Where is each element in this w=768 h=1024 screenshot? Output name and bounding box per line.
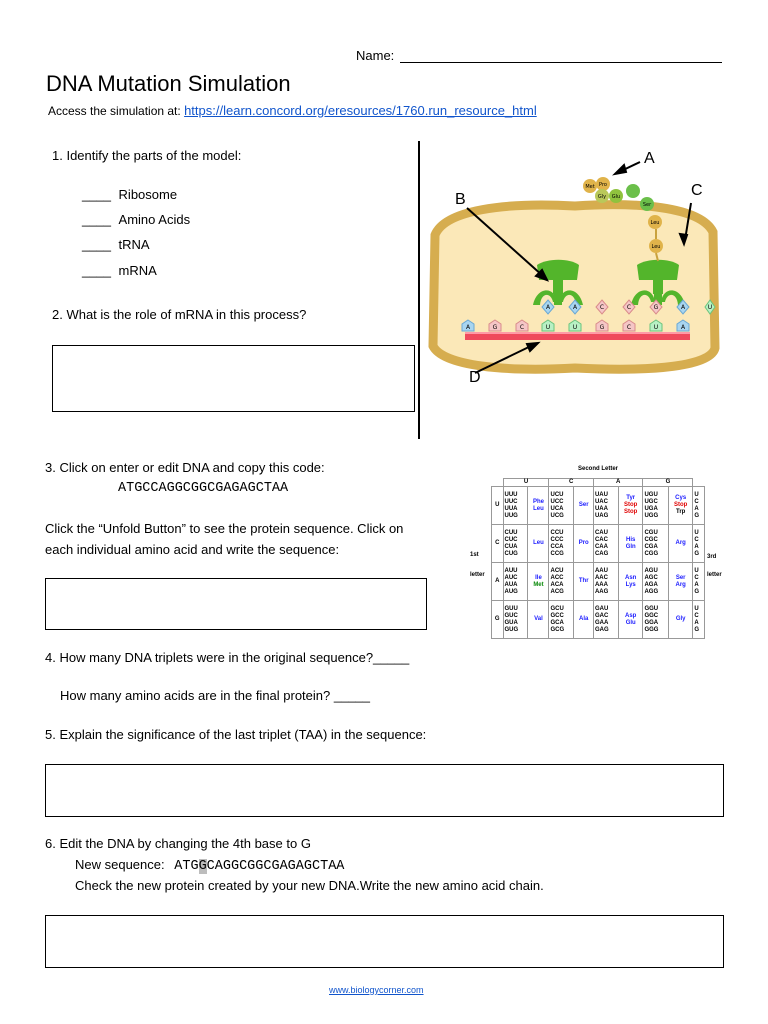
codon-group: GGU GGC GGA GGG (643, 601, 669, 639)
q1-item-trna (82, 237, 150, 253)
q4-triplets: 4. How many DNA triplets were in the original sequence?_____ (45, 650, 410, 665)
codon-group: AAU AAC AAA AAG (593, 563, 618, 601)
amino-acid-name: Glu (625, 619, 636, 626)
amino-acid-met: Met (585, 184, 595, 190)
codon-group: AUU AUC AUA AUG (503, 563, 528, 601)
q4-amino-acids: How many amino acids are in the final protein? _____ (60, 688, 371, 703)
access-line (48, 103, 537, 119)
anticodon-base: U (707, 304, 713, 311)
mrna-base: G (492, 324, 498, 331)
amino-acid-cell (528, 487, 549, 525)
q1-item-label: Amino Acids (118, 212, 191, 227)
anticodon-base: C (626, 304, 632, 311)
q1-item-ribosome (82, 187, 177, 203)
amino-acid-leu: Leu (650, 220, 660, 226)
mrna-base: U (653, 324, 659, 331)
anticodon-base: A (572, 304, 578, 311)
page-title: DNA Mutation Simulation (46, 71, 291, 96)
q1-blank[interactable]: ____ (82, 263, 111, 278)
q1-prompt: 1. Identify the parts of the model: (52, 148, 242, 163)
second-letter-head: G (643, 479, 693, 487)
amino-acid-name: Tyr (626, 495, 636, 501)
amino-acid-cell (574, 563, 594, 601)
amino-acid-name: Gly (675, 616, 686, 622)
mrna-base: G (599, 324, 605, 331)
amino-acid-cell (618, 563, 642, 601)
amino-acid-name: Thr (578, 578, 589, 584)
codon-table (466, 466, 730, 650)
amino-acid-cell (574, 525, 594, 563)
amino-acid-cell (668, 563, 692, 601)
codon-group: CAU CAC CAA CAG (593, 525, 618, 563)
amino-acid-name: Leu (533, 540, 544, 546)
codon-group: GAU GAC GAA GAG (593, 601, 618, 639)
mrna-base: C (626, 324, 632, 331)
translation-diagram (425, 140, 725, 390)
amino-acid-name: Leu (533, 505, 544, 512)
access-label: Access the simulation at: (48, 104, 181, 118)
codon-row (492, 563, 705, 601)
amino-acid-cell (528, 525, 549, 563)
amino-acid-name: Ala (579, 616, 589, 622)
q6-seq-start: ATG (174, 859, 199, 874)
codon-row (492, 487, 705, 525)
third-letter: U C A G (693, 487, 705, 525)
q3-instruction-2: each individual amino acid and write the sequence: (45, 542, 340, 557)
name-label: Name: (356, 48, 395, 63)
second-letter-label: Second Letter (577, 466, 618, 472)
mrna-strand (465, 333, 690, 340)
amino-acid-cell (668, 601, 692, 639)
mrna-base: A (465, 324, 471, 331)
q1-item-label: Ribosome (118, 187, 178, 202)
first-letter: C (492, 525, 504, 563)
amino-acid-name: Trp (676, 509, 686, 515)
q6-check: Check the new protein created by your new DNA.Write the new amino acid chain. (75, 878, 544, 893)
codon-group: UCU UCC UCA UCG (549, 487, 574, 525)
q2-prompt: 2. What is the role of mRNA in this process? (52, 307, 307, 322)
amino-acid-leu: Leu (651, 244, 661, 250)
anticodon-base: A (680, 304, 686, 311)
amino-acid-cell (528, 601, 549, 639)
amino-acid-cell (618, 601, 642, 639)
q6-seq-highlight: G (198, 859, 207, 874)
codon-group: GUU GUC GUA GUG (503, 601, 528, 639)
mrna-base: A (680, 324, 686, 331)
q3-prompt: 3. Click on enter or edit DNA and copy this code: (45, 460, 325, 475)
amino-acid-cell (528, 563, 549, 601)
amino-acid-name: Ile (535, 574, 542, 581)
third-letter: U C A G (693, 563, 705, 601)
mrna-base: U (545, 324, 551, 331)
amino-acid-cell (618, 487, 642, 525)
third-letter: U C A G (693, 601, 705, 639)
q1-blank[interactable]: ____ (82, 187, 111, 202)
codon-group: UGU UGC UGA UGG (643, 487, 669, 525)
amino-acid-name: Stop (624, 502, 638, 508)
amino-acid-name: Stop (674, 502, 688, 508)
codon-group: UUU UUC UUA UUG (503, 487, 528, 525)
q1-blank[interactable]: ____ (82, 237, 111, 252)
first-letter: G (492, 601, 504, 639)
label-c: C (691, 182, 703, 199)
amino-acid-gly: Gly (597, 194, 607, 200)
amino-acid-cell (574, 601, 594, 639)
amino-acid-name: Val (534, 616, 543, 622)
codon-group: ACU ACC ACA ACG (549, 563, 574, 601)
third-letter-label: 3rd (707, 554, 717, 560)
first-letter-label: letter (470, 572, 485, 578)
codon-group: GCU GCC GCA GCG (549, 601, 574, 639)
amino-acid-name: Stop (624, 509, 638, 515)
q3-dna-code: ATGCCAGGCGGCGAGAGCTAA (118, 481, 289, 496)
mrna-base: U (572, 324, 578, 331)
label-a: A (644, 150, 655, 167)
amino-acid-name: Pro (578, 540, 589, 546)
anticodon-base: A (545, 304, 551, 311)
q1-blank[interactable]: ____ (82, 212, 111, 227)
q1-item-mrna (82, 263, 157, 279)
simulation-link[interactable]: https://learn.concord.org/eresources/1760.run_resource_html (184, 103, 537, 118)
q6-new-label: New sequence: (75, 857, 165, 872)
codon-header-row (492, 479, 705, 487)
q6-answer-box[interactable] (45, 915, 724, 968)
mrna-base: C (519, 324, 525, 331)
third-letter: U C A G (693, 525, 705, 563)
codon-group: CUU CUC CUA CUG (503, 525, 528, 563)
q6-new-sequence (75, 857, 344, 875)
codon-group: CGU CGC CGA CGG (643, 525, 669, 563)
label-d: D (469, 369, 481, 386)
amino-acid-cell (668, 525, 692, 563)
amino-acid-pro: Pro (599, 182, 607, 188)
q5-answer-box[interactable] (45, 764, 724, 817)
amino-acid-name: Met (533, 581, 544, 588)
amino-acid-cell (618, 525, 642, 563)
second-letter-head: U (503, 479, 549, 487)
amino-acid-name: Ser (578, 502, 589, 508)
third-letter-label: letter (707, 572, 722, 578)
first-letter: U (492, 487, 504, 525)
q3-instruction-1: Click the “Unfold Button” to see the protein sequence. Click on (45, 521, 404, 536)
codon-group: CCU CCC CCA CCG (549, 525, 574, 563)
q3-answer-box[interactable] (45, 578, 427, 630)
codon-row (492, 601, 705, 639)
first-letter-label: 1st (470, 552, 479, 558)
codon-grid (491, 478, 705, 639)
amino-acid-name: Arg (675, 581, 686, 588)
label-b: B (455, 191, 466, 208)
amino-acid-name: His (626, 536, 636, 543)
amino-acid-name: Phe (532, 498, 544, 505)
column-divider (418, 141, 420, 439)
second-letter-head: A (593, 479, 642, 487)
amino-acid-name: Cys (675, 495, 687, 501)
amino-acid-cell (668, 487, 692, 525)
anticodon-base: C (599, 304, 605, 311)
q1-item-amino-acids (82, 212, 190, 228)
second-letter-head: C (549, 479, 593, 487)
codon-row (492, 525, 705, 563)
q5-prompt: 5. Explain the significance of the last triplet (TAA) in the sequence: (45, 727, 427, 742)
amino-acid-ser: Ser (642, 202, 652, 208)
amino-acid-name: Asn (625, 574, 637, 581)
mrna-bases (462, 320, 689, 331)
amino-acid-glu: Glu (611, 194, 621, 200)
q6-prompt: 6. Edit the DNA by changing the 4th base to G (45, 836, 311, 851)
cell-cytoplasm (433, 205, 715, 370)
codon-group: AGU AGC AGA AGG (643, 563, 669, 601)
amino-acid-cell (574, 487, 594, 525)
amino-acid-name: Ser (675, 574, 686, 581)
amino-acid-name: Lys (625, 581, 636, 588)
first-letter: A (492, 563, 504, 601)
q1-item-label: tRNA (118, 237, 150, 252)
amino-acid-name: Asp (625, 612, 637, 619)
name-blank-line[interactable] (400, 62, 722, 63)
q2-answer-box[interactable] (52, 345, 415, 412)
anticodon-base: G (653, 304, 659, 311)
amino-acid-name: Arg (675, 540, 686, 546)
footer-link[interactable]: www.biologycorner.com (329, 985, 424, 995)
codon-group: UAU UAC UAA UAG (593, 487, 618, 525)
amino-acid-name: Gln (625, 543, 636, 550)
q1-item-label: mRNA (118, 263, 157, 278)
q6-seq-end: CAGGCGGCGAGAGCTAA (206, 859, 345, 874)
